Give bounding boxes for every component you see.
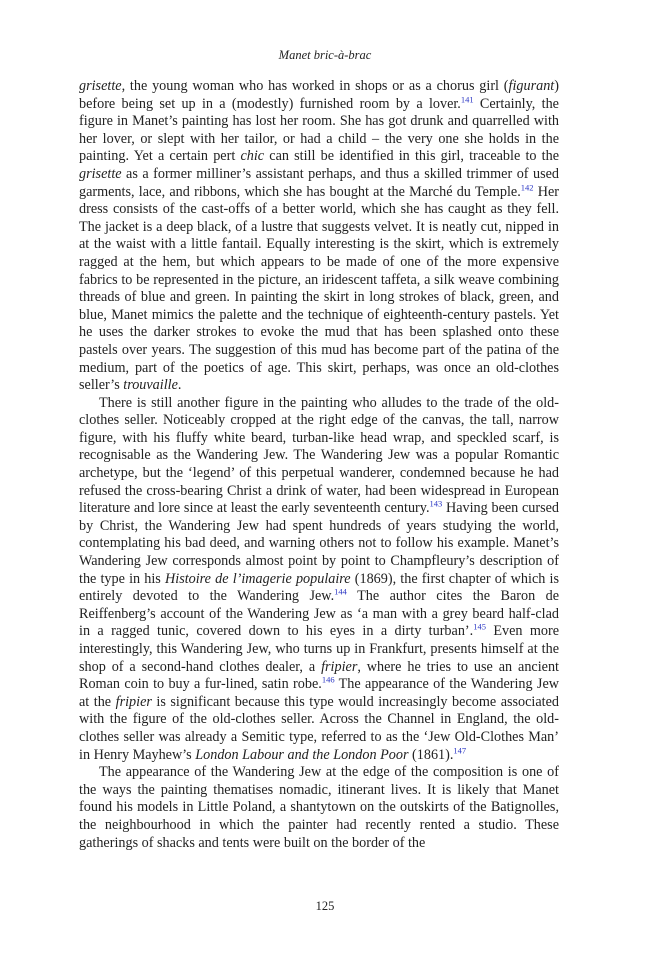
paragraph-3 — [79, 764, 559, 852]
footnote-marker[interactable]: 142 — [520, 181, 534, 192]
body-text — [79, 78, 559, 852]
italic-phrase: figurant — [508, 78, 555, 94]
footnote-marker[interactable]: 147 — [453, 744, 467, 755]
paragraph-1 — [79, 78, 559, 395]
text-run: , where he tries to use an ancient Roman coin to buy a fur-lined, satin robe. — [79, 658, 560, 693]
italic-phrase: fripier — [321, 658, 358, 675]
text-run: Certainly, the figure in Manet’s painting has lost her room. She has got drunk and quarrelled with her lover, or slept with her tailor, or had a child – the very one she holds in the painting. Yet a certain pert — [79, 95, 559, 165]
footnote-marker[interactable]: 141 — [460, 93, 474, 104]
text-run: as a former milliner’s assistant perhaps, and thus a skilled trimmer of used garments, lace, and ribbons, which she has bought at the Marché du Temple. — [79, 165, 559, 200]
text-run: , the young woman who has worked in shops or as a chorus girl ( — [121, 78, 509, 94]
text-run: . — [177, 377, 182, 394]
italic-phrase: Histoire de l’imagerie populaire — [165, 570, 351, 587]
text-run: The appearance of the Wandering Jew at the — [79, 676, 559, 710]
text-run: The appearance of the Wandering Jew at the edge of the composition is one of the ways the painting thematises nomadic, itinerant lives. It is likely that Manet found his models in Little Poland, a shantytown on the outskirts of the Batignolles, the neighbourhood in which the painter had recently rented a studio. These gatherings of shacks and tents were built on the border of the — [79, 764, 559, 851]
text-run: (1861). — [408, 746, 454, 763]
text-run: There is still another figure in the painting who alludes to the trade of the old-clothes seller. Noticeably cropped at the right edge of the canvas, the tall, narrow figure, with his fluffy white beard, turban-like head wrap, and speckled scarf, is recognisable as the Wandering Jew. The Wandering Jew was a popular Romantic archetype, but the ‘legend’ of this perpetual wanderer, condemned because he had refused the cross-bearing Christ a drink of water, had been widespread in European literature and lore since at least the early seventeenth century. — [79, 394, 559, 517]
italic-phrase: grisette — [79, 165, 122, 182]
text-run: Having been cursed by Christ, the Wandering Jew had spent hundreds of years studying the world, contemplating his bad deed, and warning others not to follow his example. Manet’s Wandering Jew corresponds almost point by point to Champfleury’s description of the type in his — [79, 500, 560, 587]
italic-phrase: fripier — [115, 693, 152, 710]
footnote-marker[interactable]: 143 — [429, 498, 443, 509]
text-run: Even more interestingly, this Wandering Jew, who turns up in Frankfurt, presents himself at the shop of a second-hand clothes dealer, a — [79, 623, 560, 675]
text-run: (1869), the first chapter of which is entirely devoted to the Wandering Jew. — [79, 570, 559, 605]
italic-phrase: London Labour and the London Poor — [195, 746, 409, 763]
text-run: Her dress consists of the cast-offs of a better world, which she has caught as they fell. The jacket is a deep black, of a lustre that suggests velvet. It is neatly cut, nipped in at the waist with a little fantail. Equally interesting is the skirt, which is extremely ragged at the hem, but which appears to be made of one of the more expensive fabrics to be represented in the picture, an iridescent taffeta, a silk weave combining threads of blue and green. In painting the skirt in long strokes of black, green, and blue, Manet mimics the palette and the technique of eighteenth-century pastels. Yet he uses the darker strokes to evoke the mud that has been splashed onto these pastels over years. The suggestion of this mud has become part of the patina of the medium, part of the poetics of age. This skirt, perhaps, was once an old-clothes seller’s — [79, 183, 559, 394]
running-head: Manet bric-à-brac — [278, 48, 372, 62]
italic-phrase: trouvaille — [123, 377, 178, 394]
italic-phrase: chic — [240, 148, 265, 165]
footnote-marker[interactable]: 144 — [334, 586, 347, 597]
text-run: can still be identified in this girl, traceable to the — [264, 148, 559, 165]
page-number: 125 — [315, 899, 335, 913]
footnote-marker[interactable]: 146 — [321, 674, 335, 685]
text-run: The author cites the Baron de Reiffenberg’s account of the Wandering Jew as ‘a man with a grey beard half-clad in a ragged tunic, covered down to his eyes in a dirty turban’. — [79, 588, 559, 640]
italic-phrase: grisette — [79, 78, 122, 94]
text-run: is significant because this type would increasingly become associated with the figure of the old-clothes seller. Across the Channel in England, the old-clothes seller was already a Semitic type, referred to as the ‘Jew Old-Clothes Man’ in Henry Mayhew’s — [79, 693, 559, 763]
text-run: ) before being set up in a (modestly) furnished room by a lover. — [79, 78, 559, 112]
footnote-marker[interactable]: 145 — [473, 621, 486, 632]
paragraph-2 — [79, 395, 559, 764]
